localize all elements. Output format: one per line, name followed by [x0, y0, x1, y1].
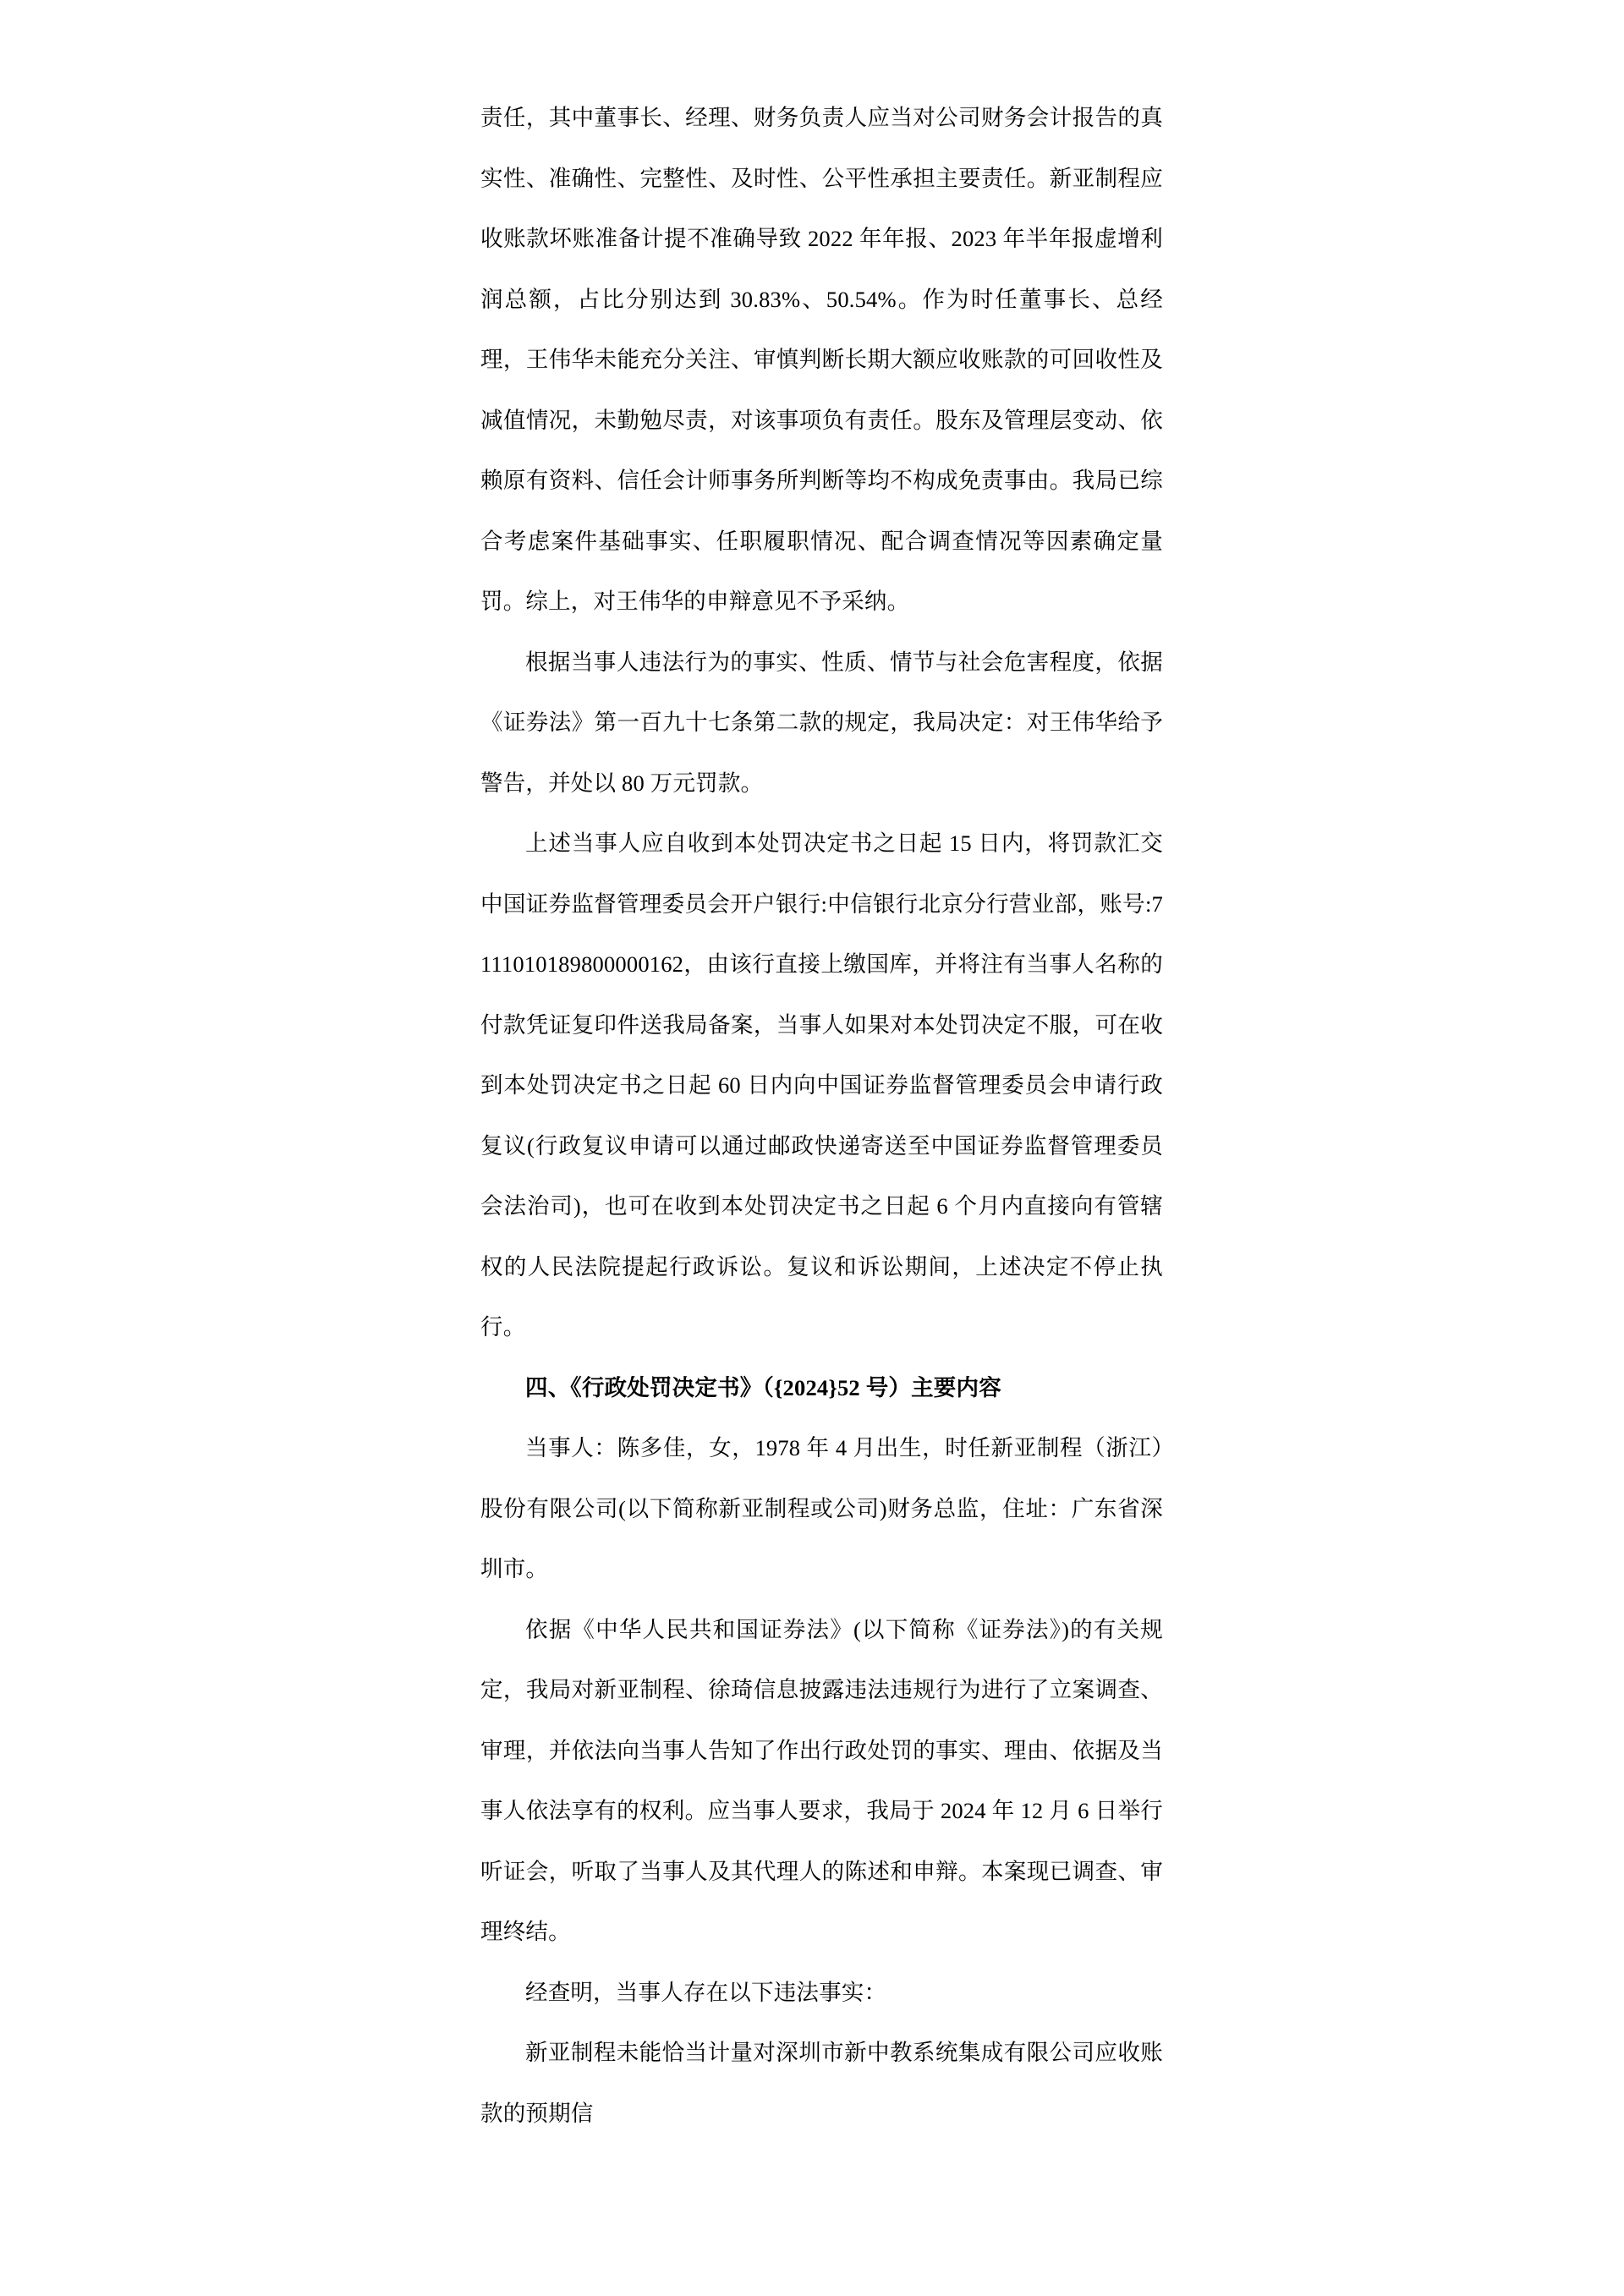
paragraph-findings-receivable: 新亚制程未能恰当计量对深圳市新中教系统集成有限公司应收账款的预期信: [480, 2040, 1163, 2126]
section-heading-four: 四、《行政处罚决定书》（{2024}52 号）主要内容: [525, 1374, 1001, 1400]
paragraph-payment-and-appeal-instructions: 上述当事人应自收到本处罚决定书之日起 15 日内，将罚款汇交中国证券监督管理委员会开户银行:中信银行北京分行营业部，账号:7111010189800000162，由该行直接上缴国库，并将注有当事人名称的付款凭证复印件送我局备案，当事人如果对本处罚决定不服，可在收到本处罚决定书之日起 60 日内向中国证券监督管理委员会申请行政复议(行政复议申请可以通过邮政快递寄送至中国证券监督管理委员会法治司)，也可在收到本处罚决定书之日起 6 个月内直接向有管辖权的人民法院提起行政诉讼。复议和诉讼期间，上述决定不停止执行。: [480, 830, 1163, 1340]
paragraph-legal-basis-investigation: 依据《中华人民共和国证券法》(以下简称《证券法》)的有关规定，我局对新亚制程、徐琦信息披露违法违规行为进行了立案调查、审理，并依法向当事人告知了作出行政处罚的事实、理由、依据及当事人依法享有的权利。应当事人要求，我局于 2024 年 12 月 6 日举行听证会，听取了当事人及其代理人的陈述和申辩。本案现已调查、审理终结。: [480, 1616, 1163, 1944]
paragraph-findings-intro: 经查明，当事人存在以下违法事实：: [525, 1979, 887, 2005]
paragraph-penalty-decision: 根据当事人违法行为的事实、性质、情节与社会危害程度，依据《证券法》第一百九十七条第二款的规定，我局决定：对王伟华给予警告，并处以 80 万元罚款。: [480, 649, 1163, 796]
paragraph-party-chen-duojia: 当事人：陈多佳，女，1978 年 4 月出生，时任新亚制程（浙江）股份有限公司(以下简称新亚制程或公司)财务总监，住址：广东省深圳市。: [480, 1435, 1163, 1581]
paragraph-continuation-liability: 责任，其中董事长、经理、财务负责人应当对公司财务会计报告的真实性、准确性、完整性、及时性、公平性承担主要责任。新亚制程应收账款坏账准备计提不准确导致 2022 年年报、2023 年半年报虚增利润总额，占比分别达到 30.83%、50.54%。作为时任董事长、总经理，王伟华未能充分关注、审慎判断长期大额应收账款的可回收性及减值情况，未勤勉尽责，对该事项负有责任。股东及管理层变动、依赖原有资料、信任会计师事务所判断等均不构成免责事由。我局已综合考虑案件基础事实、任职履职情况、配合调查情况等因素确定量罚。综上，对王伟华的申辩意见不予采纳。: [480, 105, 1163, 614]
document-body: [480, 88, 1163, 2144]
document-page: [338, 0, 1286, 2296]
